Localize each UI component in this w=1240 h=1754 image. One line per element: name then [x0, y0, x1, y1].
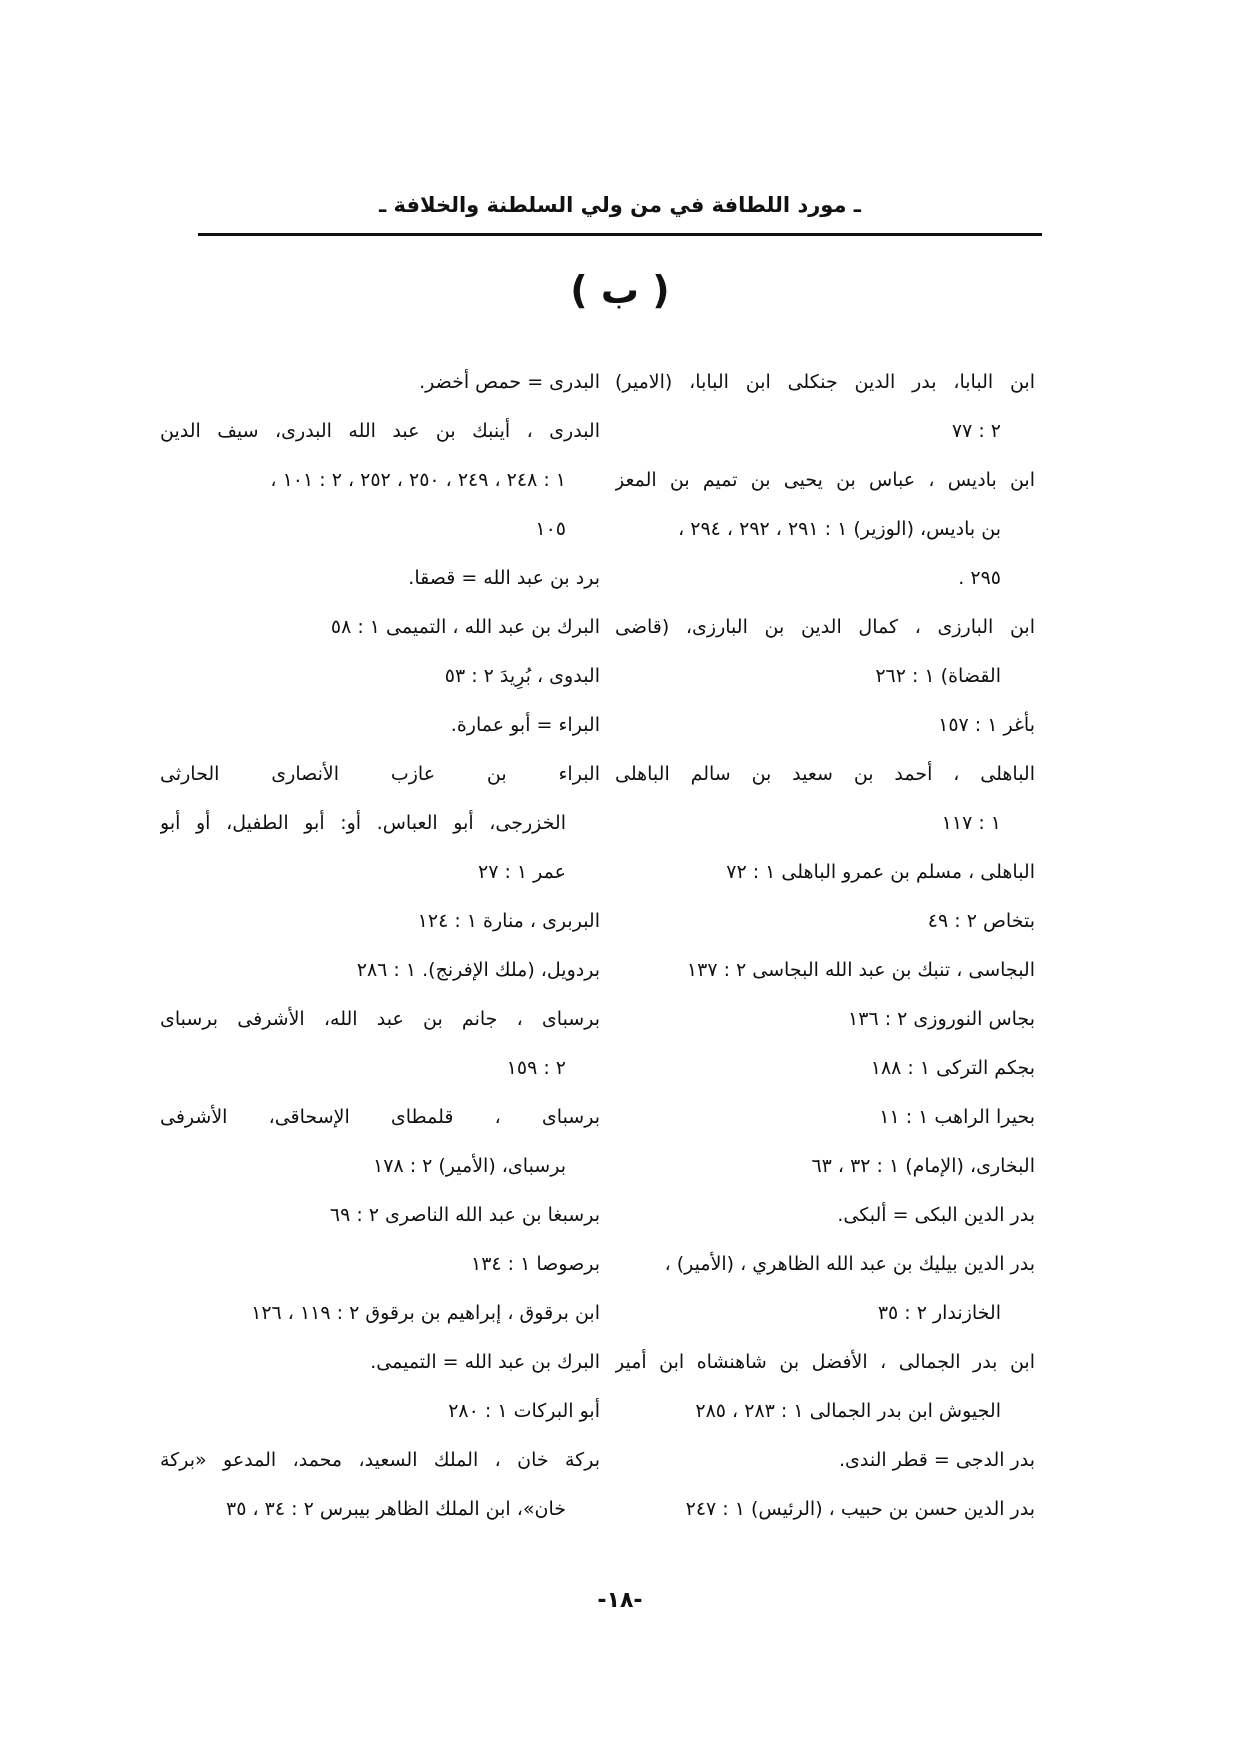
- index-line: ١ : ١١٧: [941, 812, 1001, 834]
- index-line: برسباى ، جانم بن عبد الله، الأشرفى برسباى: [160, 1008, 600, 1030]
- index-line: بتخاص ٢ : ٤٩: [927, 910, 1035, 932]
- index-line: بجكم التركى ١ : ١٨٨: [870, 1057, 1035, 1079]
- index-line: البراء بن عازب الأنصارى الحارثى: [160, 763, 600, 785]
- index-line: برصوصا ١ : ١٣٤: [470, 1253, 600, 1275]
- index-line: البدرى = حمص أخضر.: [419, 371, 600, 393]
- index-line: ابن باديس ، عباس بن يحيى بن تميم بن المعز: [615, 469, 1035, 491]
- index-line: ١٠٥: [535, 518, 566, 540]
- index-line: البربرى ، منارة ١ : ١٢٤: [417, 910, 600, 932]
- index-line: عمر ١ : ٢٧: [478, 861, 566, 883]
- index-column-right: [615, 358, 1035, 1534]
- index-line: القضاة) ١ : ٢٦٢: [875, 665, 1001, 687]
- section-letter-heading: ( ب ): [570, 268, 670, 312]
- index-line: ابن البابا، بدر الدين جنكلى ابن البابا، (الامير): [615, 371, 1035, 393]
- page-number: -١٨-: [597, 1588, 643, 1613]
- index-line: بدر الدين بيليك بن عبد الله الظاهري ، (الأمير) ،: [664, 1253, 1035, 1275]
- header-rule: [198, 233, 1042, 236]
- index-line: البدرى ، أينبك بن عبد الله البدرى، سيف الدين: [160, 420, 600, 442]
- index-line: برسباى ، قلمطاى الإسحاقى، الأشرفى: [160, 1106, 600, 1128]
- index-line: الخازندار ٢ : ٣٥: [877, 1302, 1001, 1324]
- index-line: بدر الدين البكى = ألبكى.: [837, 1204, 1035, 1226]
- index-line: برسبغا بن عبد الله الناصرى ٢ : ٦٩: [329, 1204, 600, 1226]
- index-line: ابن البارزى ، كمال الدين بن البارزى، (قاضى: [615, 616, 1035, 638]
- index-column-left: [160, 358, 600, 1534]
- index-line: بردويل، (ملك الإفرنج). ١ : ٢٨٦: [356, 959, 600, 981]
- index-line: بجاس النوروزى ٢ : ١٣٦: [848, 1008, 1035, 1030]
- index-line: الجيوش ابن بدر الجمالى ١ : ٢٨٣ ، ٢٨٥: [695, 1400, 1001, 1422]
- index-line: ٢٩٥ .: [958, 567, 1001, 589]
- index-line: بحيرا الراهب ١ : ١١: [879, 1106, 1035, 1128]
- index-line: البخارى، (الإمام) ١ : ٣٢ ، ٦٣: [811, 1155, 1035, 1177]
- index-line: البجاسى ، تنبك بن عبد الله البجاسى ٢ : ١٣٧: [686, 959, 1035, 981]
- index-line: ٢ : ٧٧: [951, 420, 1001, 442]
- index-line: برد بن عبد الله = قصقا.: [408, 567, 600, 589]
- index-line: الخزرجى، أبو العباس. أو: أبو الطفيل، أو أبو: [160, 812, 566, 834]
- index-line: الباهلى ، أحمد بن سعيد بن سالم الباهلى: [615, 763, 1035, 785]
- index-line: ابن بدر الجمالى ، الأفضل بن شاهنشاه ابن أمير: [615, 1351, 1035, 1373]
- index-line: البرك بن عبد الله ، التميمى ١ : ٥٨: [330, 616, 600, 638]
- index-line: ١ : ٢٤٨ ، ٢٤٩ ، ٢٥٠ ، ٢٥٢ ، ٢ : ١٠١ ،: [270, 469, 566, 491]
- index-line: بن باديس، (الوزير) ١ : ٢٩١ ، ٢٩٢ ، ٢٩٤ ،: [678, 518, 1001, 540]
- index-line: خان»، ابن الملك الظاهر بيبرس ٢ : ٣٤ ، ٣٥: [226, 1498, 566, 1520]
- running-header: ـ مورد اللطافة في من ولي السلطنة والخلافة ـ: [379, 193, 861, 217]
- index-line: البراء = أبو عمارة.: [450, 714, 600, 736]
- index-line: ٢ : ١٥٩: [506, 1057, 566, 1079]
- index-line: بدر الدين حسن بن حبيب ، (الرئيس) ١ : ٢٤٧: [685, 1498, 1035, 1520]
- index-line: برسباى، (الأمير) ٢ : ١٧٨: [373, 1155, 566, 1177]
- index-line: البرك بن عبد الله = التميمى.: [370, 1351, 600, 1373]
- index-line: أبو البركات ١ : ٢٨٠: [448, 1400, 600, 1422]
- index-line: البدوى ، بُرِيدَ ٢ : ٥٣: [444, 665, 600, 687]
- index-line: بأغر ١ : ١٥٧: [938, 714, 1035, 736]
- index-line: الباهلى ، مسلم بن عمرو الباهلى ١ : ٧٢: [726, 861, 1035, 883]
- index-line: ابن برقوق ، إبراهيم بن برقوق ٢ : ١١٩ ، ١٢٦: [251, 1302, 600, 1324]
- index-line: بركة خان ، الملك السعيد، محمد، المدعو «بركة: [160, 1449, 600, 1471]
- index-line: بدر الدجى = قطر الندى.: [839, 1449, 1035, 1471]
